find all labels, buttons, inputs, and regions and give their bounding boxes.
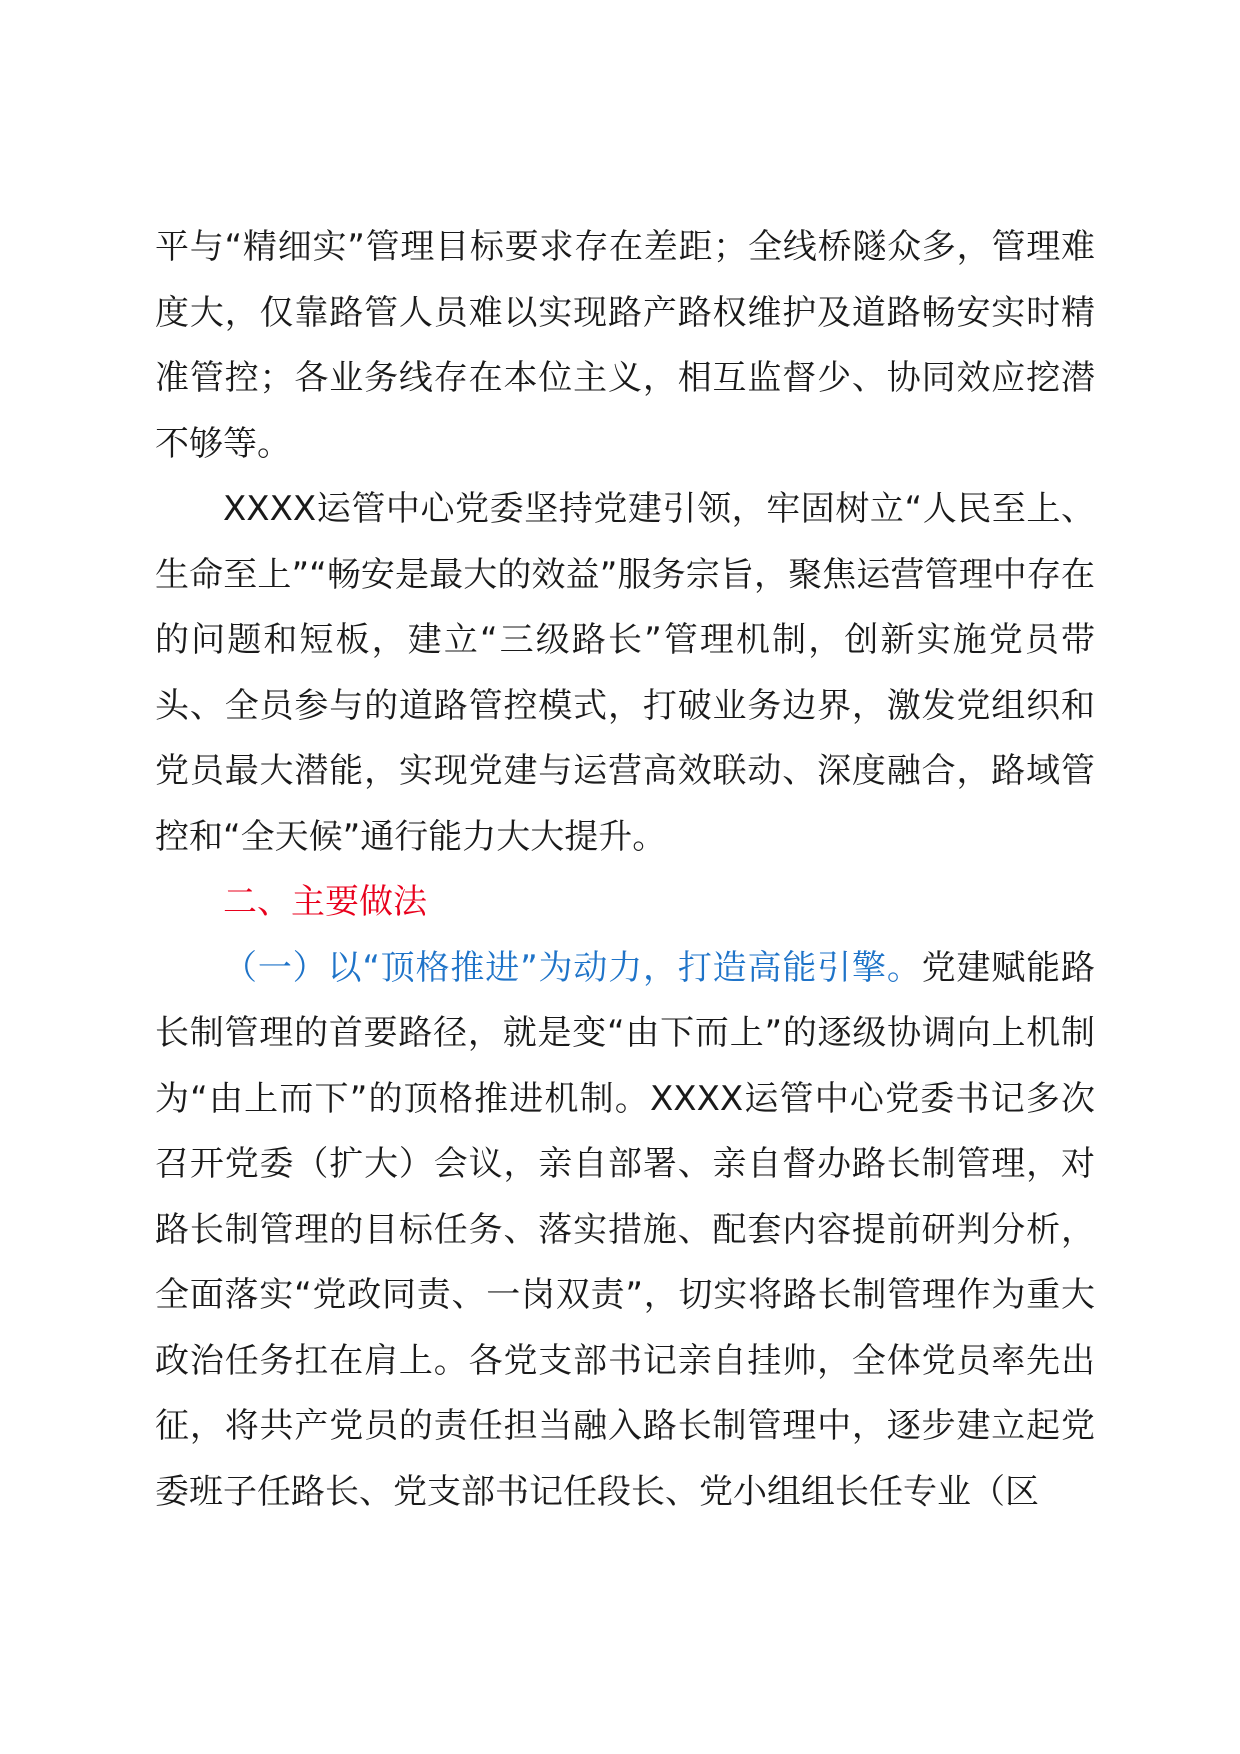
paragraph-3 xyxy=(155,936,1095,1526)
section-heading: 二、主要做法 xyxy=(223,882,427,922)
paragraph-2: XXXX运管中心党委坚持党建引领，牢固树立“人民至上、生命至上”“畅安是最大的效益”服务宗旨，聚焦运营管理中存在的问题和短板，建立“三级路长”管理机制，创新实施党员带头、全员参与的道路管控模式，打破业务边界，激发党组织和党员最大潜能，实现党建与运营高效联动、深度融合，路域管控和“全天候”通行能力大大提升。 xyxy=(155,489,1095,857)
paragraph-1: 平与“精细实”管理目标要求存在差距；全线桥隧众多，管理难度大，仅靠路管人员难以实现路产路权维护及道路畅安实时精准管控；各业务线存在本位主义，相互监督少、协同效应挖潜不够等。 xyxy=(155,227,1095,464)
subsection-heading: （一）以“顶格推进”为动力，打造高能引擎。 xyxy=(223,947,922,988)
paragraph-3-body: 党建赋能路长制管理的首要路径，就是变“由下而上”的逐级协调向上机制为“由上而下”的顶格推进机制。XXXX运管中心党委书记多次召开党委（扩大）会议，亲自部署、亲自督办路长制管理，对路长制管理的目标任务、落实措施、配套内容提前研判分析，全面落实“党政同责、一岗双责”，切实将路长制管理作为重大政治任务扛在肩上。各党支部书记亲自挂帅，全体党员率先出征，将共产党员的责任担当融入路长制管理中，逐步建立起党委班子任路长、党支部书记任段长、党小组组长任专业（区 xyxy=(155,947,1095,1512)
document-body xyxy=(155,215,1095,1525)
